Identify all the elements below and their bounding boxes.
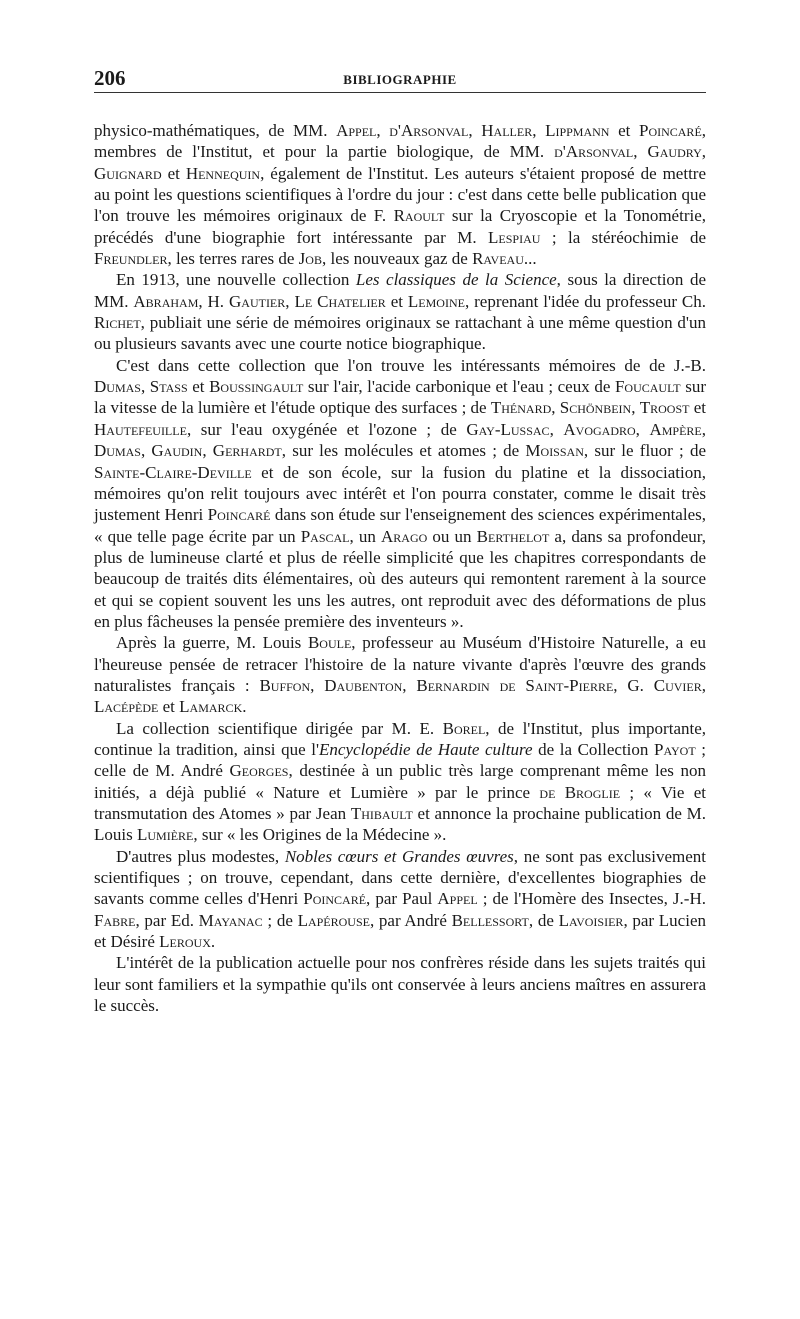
person-name: Abraham xyxy=(133,291,199,311)
text-run: et xyxy=(161,163,186,183)
person-name: Lamarck xyxy=(179,697,243,717)
text-run: , xyxy=(202,441,213,461)
text-run: , xyxy=(551,398,560,418)
person-name: Lespiau xyxy=(488,227,541,247)
italic-title: Nobles cœurs et Grandes œuvres xyxy=(284,846,514,866)
person-name: Guignard xyxy=(94,163,162,183)
person-name: Gerhardt xyxy=(212,441,282,461)
text-run: , publiait une série de mémoires originaux se rattachant à une même question d'un ou plusieurs savants avec une courte notice biographique. xyxy=(94,313,706,354)
person-name: Gaudry xyxy=(647,142,702,162)
page-header xyxy=(94,66,706,93)
person-name: Thibault xyxy=(350,804,413,823)
person-name: Sainte-Claire-Deville xyxy=(94,462,252,482)
person-name: Bernardin de Saint-Pierre xyxy=(416,675,614,695)
text-run: sur l'air, l'acide carbonique et l'eau ; ceux de xyxy=(303,377,615,397)
person-name: Appel xyxy=(437,889,478,909)
text-run: , reprenant l'idée du professeur Ch. xyxy=(464,291,707,311)
person-name: Stass xyxy=(149,377,188,397)
person-name: Hautefeuille xyxy=(94,419,187,439)
person-name: Gaudin xyxy=(151,441,203,461)
text-run: , un xyxy=(349,526,382,546)
text-run: , par André xyxy=(369,910,452,930)
person-name: Avogadro xyxy=(563,419,636,439)
person-name: d'Arsonval xyxy=(554,142,634,162)
text-run: , de xyxy=(528,910,559,930)
text-run: , xyxy=(468,121,482,140)
person-name: Foucault xyxy=(614,377,681,397)
person-name: Lacépède xyxy=(94,697,159,717)
person-name: Fabre xyxy=(94,910,136,930)
paragraph xyxy=(94,355,706,632)
person-name: Georges xyxy=(229,761,289,781)
person-name: Troost xyxy=(639,398,690,418)
text-run: et xyxy=(187,377,210,397)
person-name: Payot xyxy=(654,739,696,759)
text-run: , par Lucien et Désiré xyxy=(94,910,706,952)
text-run: , de l'Institut, plus importante, continue la tradition, ainsi que l' xyxy=(94,718,707,759)
person-name: Dumas xyxy=(94,377,141,397)
text-run: physico-mathématiques, de MM. xyxy=(94,121,337,140)
body-text xyxy=(94,120,706,1016)
text-run: sur la vitesse de la lumière et l'étude optique des surfaces ; de xyxy=(94,377,707,418)
text-run: , xyxy=(631,398,640,418)
text-run: de la Collection xyxy=(532,739,654,759)
text-run: En 1913, une nouvelle collection xyxy=(116,270,356,290)
person-name: Ampère xyxy=(649,419,702,439)
text-run: C'est dans cette collection que l'on trouve les intéressants mémoires de de J.-B. xyxy=(116,355,706,375)
person-name: Raveau xyxy=(472,249,524,269)
text-run: , les terres rares de xyxy=(167,249,299,269)
text-run: , sous la direction de MM. xyxy=(94,270,706,311)
person-name: Poincaré xyxy=(303,889,367,909)
person-name: Poincaré xyxy=(638,121,702,140)
person-name: Moissan xyxy=(525,441,584,461)
paragraph xyxy=(94,120,706,269)
text-run: ; « Vie et transmutation des Atomes » par Jean xyxy=(94,782,706,823)
person-name: Pascal xyxy=(300,526,350,546)
text-run: , xyxy=(701,142,707,162)
text-run: , par Paul xyxy=(366,889,438,909)
person-name: Cuvier xyxy=(653,675,702,695)
text-run: . xyxy=(242,697,247,717)
text-run: et xyxy=(609,121,639,140)
person-name: Lippmann xyxy=(545,121,610,140)
person-name: Mayanac xyxy=(198,910,263,930)
text-run: , xyxy=(532,121,546,140)
paragraph xyxy=(94,952,706,1016)
text-run: , xyxy=(140,441,152,461)
text-run: , xyxy=(635,419,650,439)
person-name: Lavoisier xyxy=(558,910,624,930)
person-name: Raoult xyxy=(393,206,445,226)
italic-title: Les classiques de la Science xyxy=(355,270,557,290)
text-run: et xyxy=(689,398,706,418)
person-name: Appel xyxy=(336,121,377,140)
text-run: , xyxy=(310,675,325,695)
person-name: de Broglie xyxy=(539,782,621,802)
text-run: dans son étude sur l'enseignement des sciences expérimentales, « que telle page écrite par un xyxy=(94,505,706,546)
paragraph xyxy=(94,632,706,717)
person-name: Job xyxy=(298,249,322,269)
paragraph xyxy=(94,846,706,953)
person-name: Boussingault xyxy=(209,377,304,397)
person-name: Richet xyxy=(94,313,141,333)
person-name: Borel xyxy=(442,718,486,738)
text-run: , xyxy=(285,291,295,311)
text-run: D'autres plus modestes, xyxy=(116,846,285,866)
person-name: Hennequin xyxy=(185,163,261,183)
text-run: , xyxy=(402,675,417,695)
person-name: Thénard xyxy=(490,398,552,418)
person-name: Lapérouse xyxy=(297,910,370,930)
person-name: Dumas xyxy=(94,441,141,461)
text-run: ; celle de M. André xyxy=(94,739,707,781)
text-run: a, dans sa profondeur, plus de lumineuse clarté et plus de réelle simplicité que les chapitres correspondants de beaucoup de traités dits élémentaires, où des auteurs qui remontent rarement à la source et qui se copient souvent les uns les autres, ont reproduit avec des déformations de plus en plus fâcheuses la pensée première des inventeurs ». xyxy=(94,526,706,631)
text-run: et xyxy=(158,697,180,717)
person-name: Lemoine xyxy=(407,291,465,311)
person-name: Le Chatelier xyxy=(294,291,386,311)
text-run: , xyxy=(549,419,564,439)
text-run: . xyxy=(210,932,216,952)
person-name: Haller xyxy=(481,121,533,140)
text-run: , professeur au Muséum d'Histoire Naturelle, a eu l'heureuse pensée de retracer l'histoire de la nature vivante d'après l'œuvre des grands naturalistes français : xyxy=(94,633,706,695)
text-run: , xyxy=(633,142,648,162)
page-number: 206 xyxy=(94,66,126,90)
book-page xyxy=(94,66,706,1016)
text-run: ; de xyxy=(262,910,298,930)
text-run: , les nouveaux gaz de xyxy=(321,249,473,269)
person-name: Daubenton xyxy=(324,675,403,695)
text-run: ou un xyxy=(427,526,477,546)
text-run: , sur le fluor ; de xyxy=(583,441,706,461)
text-run: , membres de l'Institut, et pour la partie biologique, de MM. xyxy=(94,121,707,162)
text-run: , G. xyxy=(613,675,654,695)
text-run: , sur les molécules et atomes ; de xyxy=(281,441,526,461)
text-run: et xyxy=(385,291,408,311)
person-name: d'Arsonval xyxy=(389,121,469,140)
text-run: ; la stéréochimie de xyxy=(540,227,706,247)
text-run: , xyxy=(701,419,707,439)
text-run: ; de l'Homère des Insectes, J.-H. xyxy=(477,889,706,909)
text-run: , xyxy=(701,675,707,695)
text-run: sur la Cryoscopie et la Tonométrie, précédés d'une biographie fort intéressante par M. xyxy=(94,206,707,247)
paragraph xyxy=(94,269,706,354)
person-name: Buffon xyxy=(259,675,311,695)
person-name: Arago xyxy=(381,526,428,546)
text-run: , destinée à un public très large comprenant même les non initiés, a déjà publié « Nature et Lumière » par le prince xyxy=(94,761,706,802)
text-run: , également de l'Institut. Les auteurs s'étaient proposé de mettre au point les questions scientifiques à l'ordre du jour : c'est dans cette belle publication que l'on trouve les mémoires originaux de F. xyxy=(94,163,706,226)
text-run: ... xyxy=(523,249,537,269)
text-run: , sur l'eau oxygénée et l'ozone ; de xyxy=(186,419,467,439)
text-run: , ne sont pas exclusivement scientifiques ; on trouve, cependant, dans cette dernière, d'excellentes biographies de savants comme celles d'Henri xyxy=(94,846,706,909)
text-run: et annonce la prochaine publication de M. Louis xyxy=(94,804,706,845)
text-run: , H. xyxy=(198,291,229,311)
person-name: Poincaré xyxy=(207,505,271,525)
text-run: , xyxy=(140,377,150,397)
text-run: , xyxy=(376,121,390,140)
text-run: La collection scientifique dirigée par M. E. xyxy=(116,718,443,738)
person-name: Boule xyxy=(307,633,352,653)
text-run: et de son école, sur la fusion du platine et la dissociation, mémoires qu'on relit toujours avec intérêt et l'on pourra constater, comme le disait très justement Henri xyxy=(94,462,706,525)
running-title: BIBLIOGRAPHIE xyxy=(343,72,457,87)
person-name: Schönbein xyxy=(559,398,632,418)
text-run: L'intérêt de la publication actuelle pour nos confrères réside dans les sujets traités qui leur sont familiers et la sympathie qu'ils ont conservée à leurs anciens maîtres en assurera le succès. xyxy=(94,953,706,1016)
person-name: Gay-Lussac xyxy=(466,419,550,439)
person-name: Gautier xyxy=(229,291,286,311)
text-run: , sur « les Origines de la Médecine ». xyxy=(193,825,447,845)
person-name: Bellessort xyxy=(451,910,529,930)
text-run: , par Ed. xyxy=(135,910,199,930)
person-name: Freundler xyxy=(94,249,168,269)
person-name: Berthelot xyxy=(476,526,550,546)
person-name: Leroux xyxy=(159,932,211,952)
person-name: Lumière xyxy=(136,825,194,845)
paragraph xyxy=(94,718,706,846)
text-run: Après la guerre, M. Louis xyxy=(116,633,308,653)
italic-title: Encyclopédie de Haute culture xyxy=(319,739,533,759)
